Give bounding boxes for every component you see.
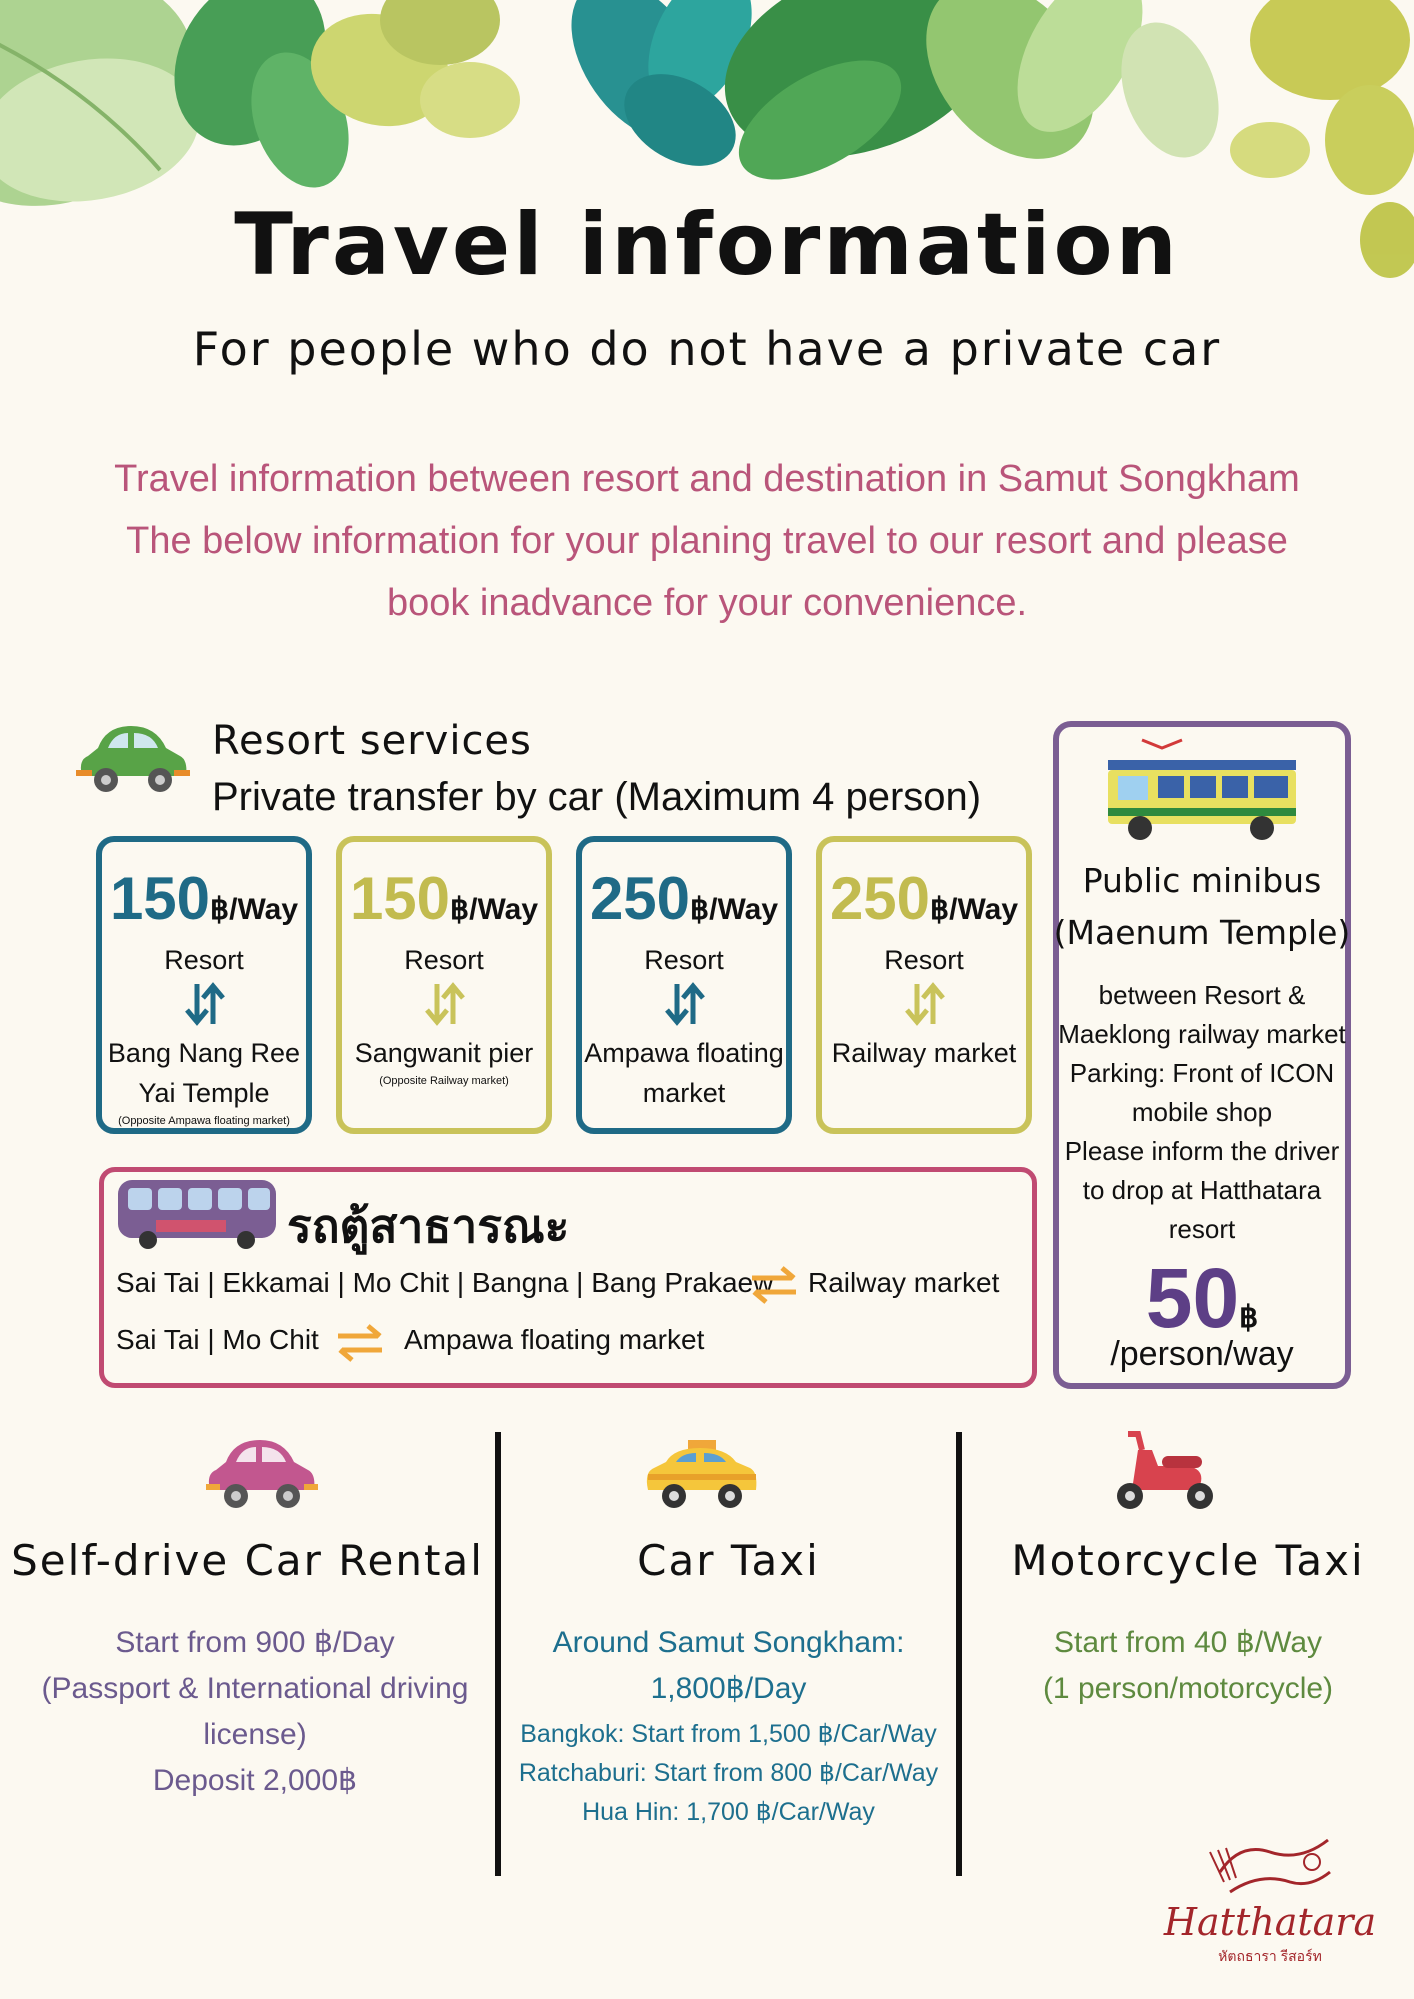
green-car-icon xyxy=(76,726,190,800)
card-origin: Resort xyxy=(644,945,724,975)
bus-icon xyxy=(116,1178,278,1254)
transfer-card-sangwanit-pier xyxy=(336,836,552,1134)
car-taxi-title: Car Taxi xyxy=(637,1536,820,1585)
pink-car-icon xyxy=(206,1438,318,1514)
card-price: 150฿/Way xyxy=(349,865,539,932)
swap-arrows-icon xyxy=(899,980,949,1028)
logo-name: Hatthatara xyxy=(1163,1900,1377,1944)
logo-subtitle: หัตถธารา รีสอร์ท xyxy=(1218,1948,1322,1964)
card-origin: Resort xyxy=(404,945,484,975)
transfer-card-ampawa xyxy=(576,836,792,1134)
card-origin: Resort xyxy=(164,945,244,975)
scooter-icon xyxy=(1108,1430,1222,1514)
car-taxi-details: Around Samut Songkham: 1,800฿/Day xyxy=(552,1626,905,1705)
swap-arrows-icon xyxy=(179,980,229,1028)
van-route-to: Railway market xyxy=(808,1267,1000,1298)
hatthatara-logo-graphic xyxy=(1200,1832,1340,1904)
minibus-price-unit: /person/way xyxy=(1110,1335,1294,1373)
motorcycle-taxi-details: Start from 40 ฿/Way (1 person/motorcycle) xyxy=(1042,1626,1334,1705)
intro-line: book inadvance for your convenience. xyxy=(386,582,1028,624)
self-drive-details: Start from 900 ฿/Day (Passport & International driving license) Deposit 2,000฿ xyxy=(41,1626,469,1797)
minibus-icon xyxy=(1102,736,1302,846)
card-destination: Bang Nang Ree Yai Temple xyxy=(107,1038,301,1108)
public-van-title: รถตู้สาธารณะ xyxy=(287,1199,570,1253)
car-taxi-routes: Bangkok: Start from 1,500 ฿/Car/Way Ratchaburi: Start from 800 ฿/Car/Way Hua Hin: 1,700 ฿/Car/Way xyxy=(518,1720,939,1826)
resort-services-title: Resort services xyxy=(212,718,532,764)
exchange-arrows-icon xyxy=(748,1264,800,1304)
resort-services-subtitle: Private transfer by car (Maximum 4 person) xyxy=(212,775,982,819)
van-route-from: Sai Tai | Ekkamai | Mo Chit | Bangna | Bang Prakaew xyxy=(116,1267,774,1298)
transfer-card-railway-market xyxy=(816,836,1032,1134)
intro-line: The below information for your planing travel to our resort and please xyxy=(126,520,1288,562)
card-price: 150฿/Way xyxy=(109,865,299,932)
card-price: 250฿/Way xyxy=(829,865,1019,932)
card-destination: Railway market xyxy=(831,1038,1017,1068)
card-origin: Resort xyxy=(884,945,964,975)
minibus-price: 50฿ xyxy=(1145,1251,1259,1345)
minibus-info: between Resort & Maeklong railway market Parking: Front of ICON mobile shop Please inform the driver to drop at Hatthatara resort xyxy=(1058,980,1346,1244)
motorcycle-taxi-title: Motorcycle Taxi xyxy=(1011,1536,1365,1585)
exchange-arrows-icon xyxy=(334,1322,386,1362)
card-destination: Sangwanit pier xyxy=(354,1038,534,1068)
intro-text xyxy=(70,448,1344,634)
page-title: Travel information xyxy=(234,195,1180,295)
van-route-to: Ampawa floating market xyxy=(404,1324,705,1355)
intro-line: Travel information between resort and destination in Samut Songkham xyxy=(114,458,1300,500)
transfer-card-bang-nang-ree xyxy=(96,836,312,1134)
swap-arrows-icon xyxy=(659,980,709,1028)
card-price: 250฿/Way xyxy=(589,865,779,932)
taxi-icon xyxy=(644,1438,760,1514)
self-drive-title: Self-drive Car Rental xyxy=(11,1536,484,1585)
page-subtitle: For people who do not have a private car xyxy=(192,322,1222,376)
card-destination: Ampawa floating market xyxy=(584,1038,784,1108)
card-note: (Opposite Ampawa floating market) xyxy=(118,1115,290,1127)
swap-arrows-icon xyxy=(419,980,469,1028)
van-route-from: Sai Tai | Mo Chit xyxy=(116,1324,319,1355)
minibus-title: Public minibus (Maenum Temple) xyxy=(1053,861,1351,952)
card-note: (Opposite Railway market) xyxy=(379,1075,509,1087)
